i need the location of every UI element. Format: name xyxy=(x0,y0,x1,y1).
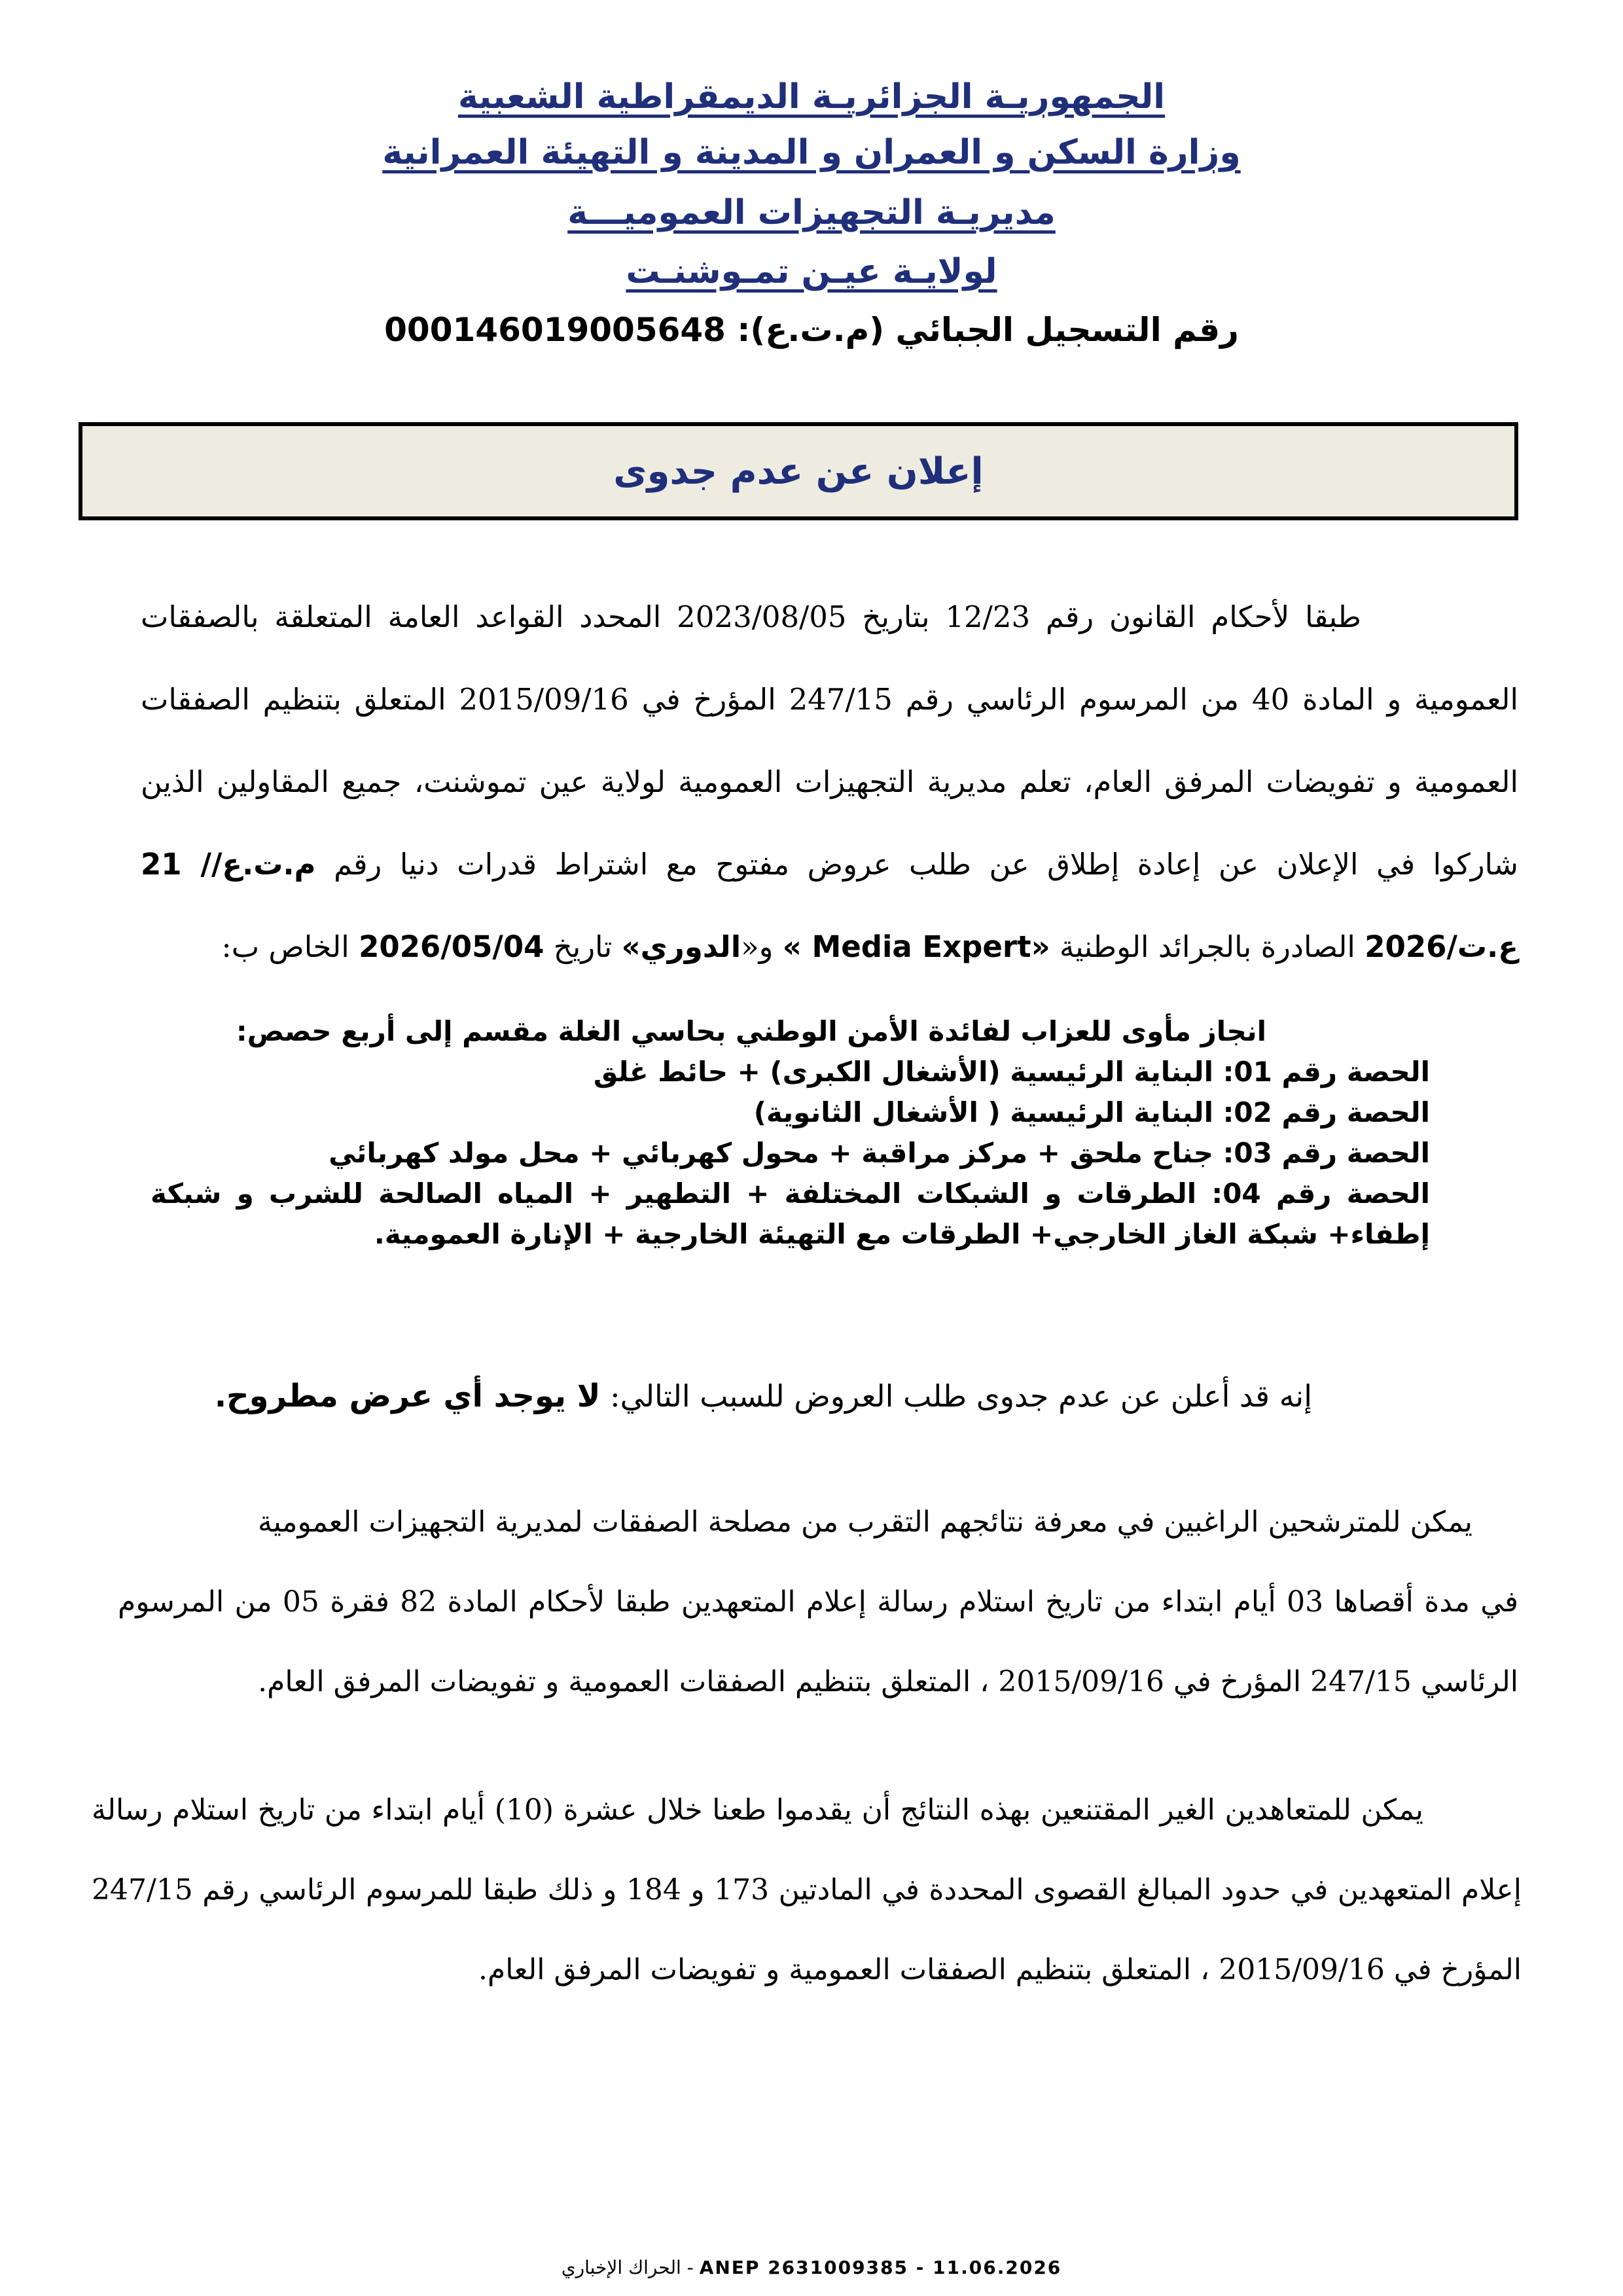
footer xyxy=(0,2257,1623,2278)
paragraph-appeal: يمكن للمتعاهدين الغير المقتنعين بهذه النتائج أن يقدموا طعنا خلال عشرة (10) أيام ابتداء من تاريخ استلام رسالة إعلام المتعهدين في حدود المبالغ القصوى المحددة في المادتين 173 و 184 و ذلك طبقا للمرسوم الرئاسي رقم 247/15 المؤرخ في 2015/09/16 ، المتعلق بتنظيم الصفقات العمومية و تفويضات المرفق العام. xyxy=(92,1793,1522,1986)
lot-item-3: الحصة رقم 03: جناح ملحق + مركز مراقبة + محول كهربائي + محل مولد كهربائي xyxy=(329,1137,1430,1169)
p1-text: طبقا لأحكام القانون رقم 12/23 بتاريخ 2023/08/05 المحدد القواعد العامة المتعلقة بالصفقات العمومية و المادة 40 من المرسوم الرئاسي رقم 247/15 المؤرخ في 2015/09/16 المتعلق بتنظيم الصفقات العمومية و تفويضات المرفق العام، تعلم مديرية التجهيزات العمومية لولاية عين تموشنت، جميع المقاولين الذين شاركوا في الإعلان عن إعادة إطلاق عن طلب عروض مفتوح مع اشتراط قدرات دنيا رقم xyxy=(141,600,1519,882)
header-wilaya: لولايـة عيـن تمـوشنـت xyxy=(626,252,997,291)
p1-date-label: تاريخ xyxy=(553,929,613,964)
tax-registration xyxy=(0,311,1623,349)
lot-item-1: الحصة رقم 01: البناية الرئيسية (الأشغال الكبرى) + حائط غلق xyxy=(593,1056,1430,1088)
p1-mid: الصادرة بالجرائد الوطنية xyxy=(1060,929,1355,964)
project-title: انجاز مأوى للعزاب لفائدة الأمن الوطني بحاسي الغلة مقسم إلى أربع حصص: xyxy=(236,1015,1266,1047)
tender-reference: 21 /م.ت.ع/ع.ت/2026 xyxy=(141,847,1518,964)
paragraph-legal-basis xyxy=(141,576,1518,988)
tax-number: 000146019005648 xyxy=(384,311,726,349)
verdict-reason: لا يوجد أي عرض مطروح. xyxy=(214,1378,601,1414)
p3-line1: يمكن للمترشحين الراغبين في معرفة نتائجهم التقرب من مصلحة الصفقات لمديرية التجهيزات العمومية xyxy=(258,1505,1472,1539)
verdict-line xyxy=(151,1378,1312,1414)
lot-item-4: الحصة رقم 04: الطرقات و الشبكات المختلفة + التطهير + المياه الصالحة للشرب و شبكة إطفاء+ شبكة الغاز الخارجي+ الطرقات مع التهيئة الخارجية + الإنارة العمومية. xyxy=(151,1177,1430,1250)
header-republic: الجمهوريـة الجزائريـة الديمقراطية الشعبية xyxy=(457,77,1166,117)
lot-item-2: الحصة رقم 02: البناية الرئيسية ( الأشغال الثانوية) xyxy=(753,1096,1430,1128)
p1-and: و« xyxy=(741,929,774,964)
paragraph-results-inquiry xyxy=(118,1482,1518,1722)
p3-rest: في مدة أقصاها 03 أيام ابتداء من تاريخ استلام رسالة إعلام المتعهدين طبقا لأحكام المادة 82 فقرة 05 من المرسوم الرئاسي 247/15 المؤرخ في 2015/09/16 ، المتعلق بتنظيم الصفقات العمومية و تفويضات المرفق العام. xyxy=(118,1585,1518,1698)
newspaper-media-expert: « Media Expert» xyxy=(782,929,1050,964)
footer-anep-ref: ANEP 2631009385 - 11.06.2026 xyxy=(699,2257,1062,2278)
tax-label: رقم التسجيل الجبائي (م.ت.ع): xyxy=(737,311,1239,349)
verdict-text: إنه قد أعلن عن عدم جدوى طلب العروض للسبب التالي: xyxy=(610,1378,1312,1414)
lots-section xyxy=(151,1011,1430,1255)
announcement-title-box xyxy=(79,422,1518,520)
header-directorate: مديريـة التجهيزات العموميـــة xyxy=(567,193,1056,232)
header-ministry: وزارة السكن و العمران و المدينة و التهيئة العمرانية xyxy=(382,133,1241,172)
publication-date: 2026/05/04 xyxy=(359,929,544,964)
p1-end: الخاص ب: xyxy=(221,929,349,964)
announcement-title: إعلان عن عدم جدوى xyxy=(613,450,984,493)
footer-newspaper: الحراك الإخباري - xyxy=(561,2257,694,2278)
newspaper-doury: الدوري» xyxy=(621,929,741,964)
